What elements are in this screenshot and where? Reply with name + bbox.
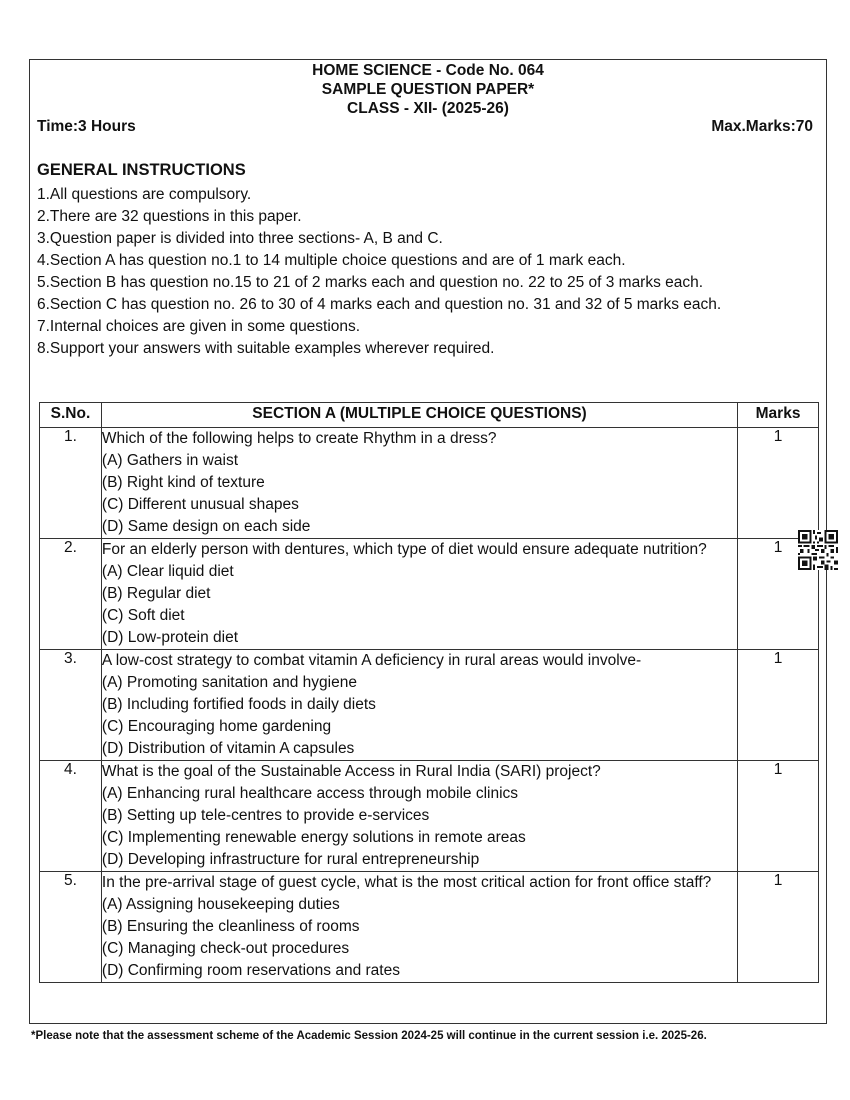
option-a: (A) Promoting sanitation and hygiene (101, 674, 357, 691)
question-cell (101, 650, 737, 761)
section-header: SECTION A (MULTIPLE CHOICE QUESTIONS) (101, 403, 737, 428)
question-text: Which of the following helps to create Rhythm in a dress? (101, 430, 497, 447)
questions-table (39, 402, 819, 983)
option-c: (C) Different unusual shapes (101, 496, 299, 513)
question-marks: 1 (738, 761, 819, 872)
table-row (40, 650, 819, 761)
instruction-item: 7.Internal choices are given in some questions. (37, 318, 361, 335)
option-b: (B) Ensuring the cleanliness of rooms (101, 918, 360, 935)
marks-header: Marks (738, 403, 819, 428)
option-d: (D) Low-protein diet (101, 629, 239, 646)
question-cell (101, 761, 737, 872)
option-b: (B) Setting up tele-centres to provide e-services (101, 807, 430, 824)
option-d: (D) Distribution of vitamin A capsules (101, 740, 355, 757)
paper-title: HOME SCIENCE - Code No. 064 (312, 62, 544, 79)
general-instructions-list (37, 184, 721, 360)
option-c: (C) Managing check-out procedures (101, 940, 350, 957)
option-b: (B) Including fortified foods in daily diets (101, 696, 376, 713)
paper-frame (29, 59, 827, 1024)
option-d: (D) Same design on each side (101, 518, 311, 535)
question-marks: 1 (738, 539, 819, 650)
option-d: (D) Developing infrastructure for rural entrepreneurship (101, 851, 480, 868)
max-marks-label: Max.Marks:70 (711, 118, 813, 135)
instruction-item: 2.There are 32 questions in this paper. (37, 208, 302, 225)
question-text: In the pre-arrival stage of guest cycle, what is the most critical action for front office staff? (101, 874, 712, 891)
paper-subtitle: SAMPLE QUESTION PAPER* (321, 81, 535, 98)
instruction-item: 8.Support your answers with suitable examples wherever required. (37, 340, 495, 357)
class-label: CLASS - XII- (2025-26) (347, 100, 509, 117)
question-cell (101, 872, 737, 983)
question-cell (101, 539, 737, 650)
instruction-item: 4.Section A has question no.1 to 14 multiple choice questions and are of 1 mark each. (37, 252, 626, 269)
option-c: (C) Soft diet (101, 607, 185, 624)
question-text: What is the goal of the Sustainable Access in Rural India (SARI) project? (101, 763, 601, 780)
instruction-item: 3.Question paper is divided into three sections- A, B and C. (37, 230, 443, 247)
question-number: 3. (40, 650, 102, 761)
option-b: (B) Regular diet (101, 585, 211, 602)
option-c: (C) Implementing renewable energy solutions in remote areas (101, 829, 526, 846)
question-number: 5. (40, 872, 102, 983)
question-number: 1. (40, 428, 102, 539)
sno-header: S.No. (40, 403, 102, 428)
table-row (40, 428, 819, 539)
time-label: Time:3 Hours (37, 118, 136, 135)
option-b: (B) Right kind of texture (101, 474, 265, 491)
table-header-row (40, 403, 819, 428)
instruction-item: 1.All questions are compulsory. (37, 186, 252, 203)
option-c: (C) Encouraging home gardening (101, 718, 332, 735)
general-instructions-title: GENERAL INSTRUCTIONS (37, 161, 246, 179)
question-marks: 1 (738, 428, 819, 539)
question-marks: 1 (738, 650, 819, 761)
instruction-item: 6.Section C has question no. 26 to 30 of 4 marks each and question no. 31 and 32 of 5 marks each. (37, 296, 722, 313)
option-a: (A) Gathers in waist (101, 452, 239, 469)
table-row (40, 761, 819, 872)
question-text: A low-cost strategy to combat vitamin A deficiency in rural areas would involve- (101, 652, 642, 669)
option-d: (D) Confirming room reservations and rates (101, 962, 400, 979)
question-number: 2. (40, 539, 102, 650)
table-row (40, 539, 819, 650)
option-a: (A) Enhancing rural healthcare access through mobile clinics (101, 785, 519, 802)
instruction-item: 5.Section B has question no.15 to 21 of 2 marks each and question no. 22 to 25 of 3 marks each. (37, 274, 704, 291)
option-a: (A) Clear liquid diet (101, 563, 234, 580)
table-row (40, 872, 819, 983)
question-marks: 1 (738, 872, 819, 983)
question-number: 4. (40, 761, 102, 872)
qr-code-icon (798, 530, 838, 570)
question-cell (101, 428, 737, 539)
footnote: *Please note that the assessment scheme of the Academic Session 2024-25 will continue in the current session i.e. 2025-26. (31, 1030, 707, 1042)
question-text: For an elderly person with dentures, which type of diet would ensure adequate nutrition? (101, 541, 707, 558)
option-a: (A) Assigning housekeeping duties (101, 896, 340, 913)
